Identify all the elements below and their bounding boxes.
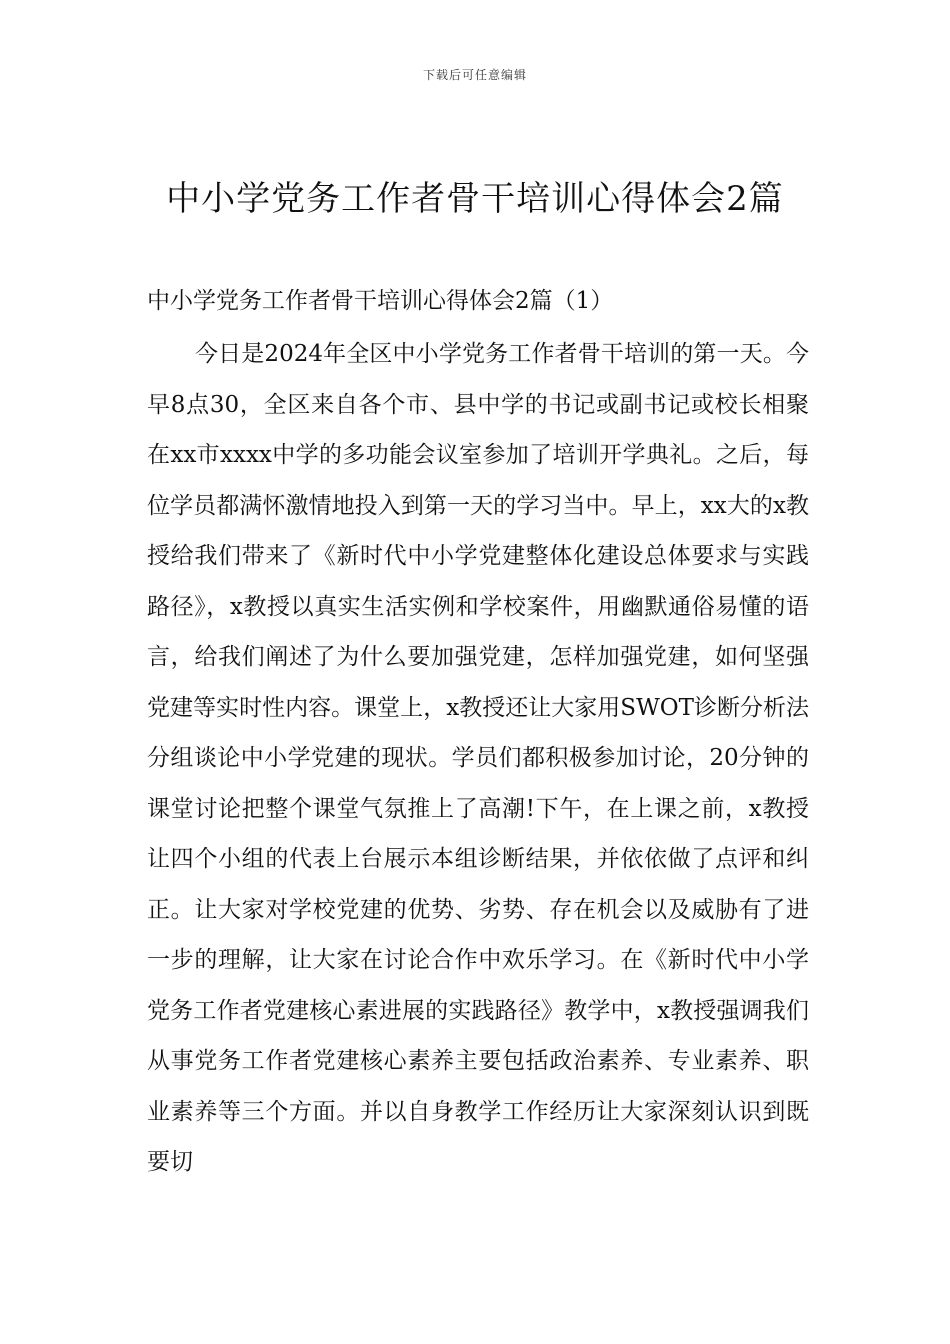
body-paragraph: 今日是2024年全区中小学党务工作者骨干培训的第一天。今早8点30，全区来自各个市、县中学的书记或副书记或校长相聚在xx市xxxx中学的多功能会议室参加了培训开学典礼。之后，每位学员都满怀激情地投入到第一天的学习当中。早上，xx大的x教授给我们带来了《新时代中小学党建整体化建设总体要求与实践路径》，x教授以真实生活实例和学校案件，用幽默通俗易懂的语言，给我们阐述了为什么要加强党建，怎样加强党建，如何坚强党建等实时性内容。课堂上，x教授还让大家用SWOT诊断分析法分组谈论中小学党建的现状。学员们都积极参加讨论，20分钟的课堂讨论把整个课堂气氛推上了高潮!下午，在上课之前，x教授让四个小组的代表上台展示本组诊断结果，并依依做了点评和纠正。让大家对学校党建的优势、劣势、存在机会以及威胁有了进一步的理解，让大家在讨论合作中欢乐学习。在《新时代中小学党务工作者党建核心素进展的实践路径》教学中，x教授强调我们从事党务工作者党建核心素养主要包括政治素养、专业素养、职业素养等三个方面。并以自身教学工作经历让大家深刻认识到既要切: [147, 341, 809, 1175]
document-title: 中小学党务工作者骨干培训心得体会2篇: [166, 179, 784, 219]
header-note: 下载后可任意编辑: [422, 68, 527, 82]
section-heading: 中小学党务工作者骨干培训心得体会2篇（1）: [147, 288, 614, 314]
